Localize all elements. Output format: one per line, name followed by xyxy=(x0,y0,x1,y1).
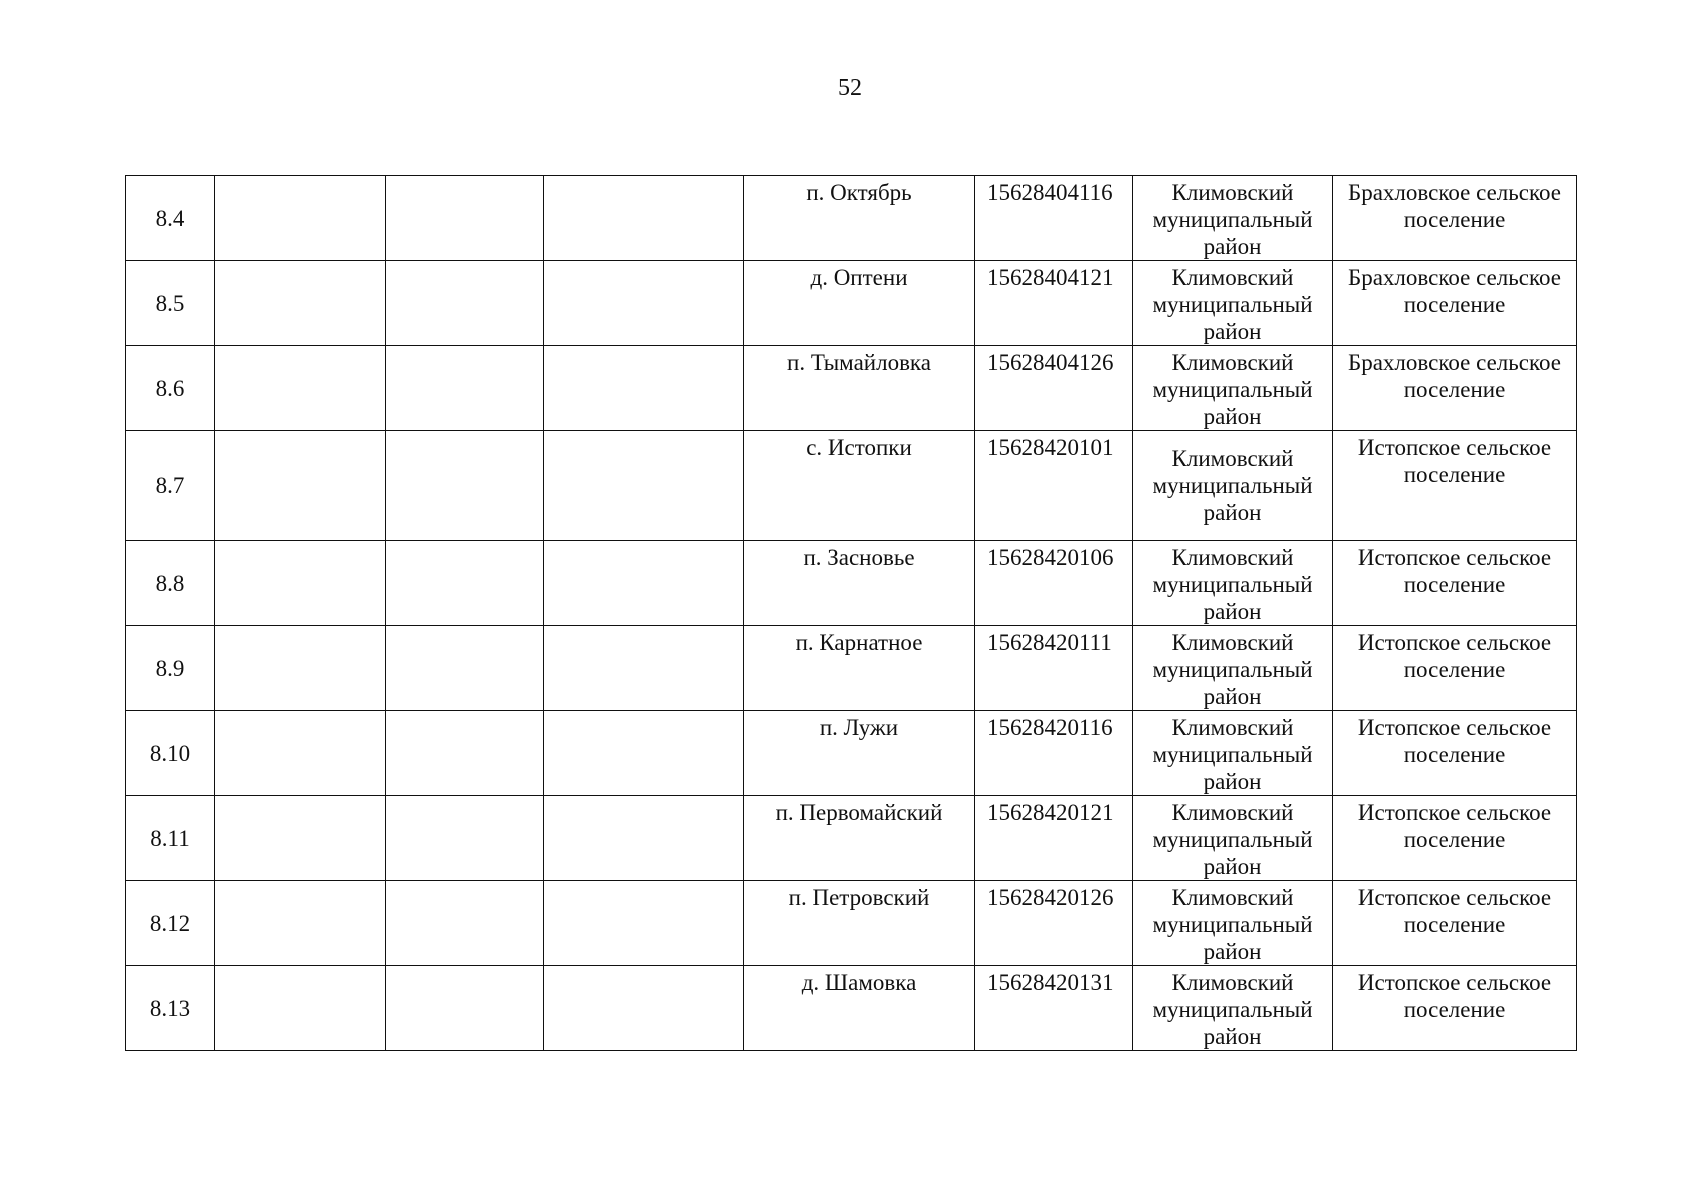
district-name: Климовский муниципальный район xyxy=(1133,431,1333,541)
municipality-name: Истопское сельское поселение xyxy=(1333,626,1577,711)
district-name: Климовский муниципальный район xyxy=(1133,966,1333,1051)
table-row xyxy=(126,711,1577,796)
row-number: 8.8 xyxy=(126,541,215,626)
empty-cell xyxy=(215,346,386,431)
settlement-name: д. Оптени xyxy=(744,261,975,346)
empty-cell xyxy=(386,176,544,261)
oktmo-code: 15628404121 xyxy=(975,261,1133,346)
empty-cell xyxy=(215,881,386,966)
row-number: 8.10 xyxy=(126,711,215,796)
empty-cell xyxy=(215,626,386,711)
oktmo-code: 15628420121 xyxy=(975,796,1133,881)
oktmo-code: 15628420126 xyxy=(975,881,1133,966)
empty-cell xyxy=(386,626,544,711)
settlements-table xyxy=(125,175,1577,1051)
row-number: 8.4 xyxy=(126,176,215,261)
oktmo-code: 15628420106 xyxy=(975,541,1133,626)
empty-cell xyxy=(544,261,744,346)
empty-cell xyxy=(544,541,744,626)
settlement-name: п. Октябрь xyxy=(744,176,975,261)
table-row xyxy=(126,626,1577,711)
row-number: 8.13 xyxy=(126,966,215,1051)
empty-cell xyxy=(386,796,544,881)
municipality-name: Истопское сельское поселение xyxy=(1333,966,1577,1051)
table-row xyxy=(126,541,1577,626)
empty-cell xyxy=(386,541,544,626)
oktmo-code: 15628420131 xyxy=(975,966,1133,1051)
empty-cell xyxy=(544,796,744,881)
settlement-name: п. Лужи xyxy=(744,711,975,796)
empty-cell xyxy=(544,881,744,966)
district-name: Климовский муниципальный район xyxy=(1133,261,1333,346)
page-number: 52 xyxy=(838,75,862,101)
empty-cell xyxy=(215,966,386,1051)
table-row xyxy=(126,346,1577,431)
district-name: Климовский муниципальный район xyxy=(1133,881,1333,966)
empty-cell xyxy=(215,176,386,261)
settlement-name: п. Петровский xyxy=(744,881,975,966)
empty-cell xyxy=(386,711,544,796)
empty-cell xyxy=(215,541,386,626)
empty-cell xyxy=(386,261,544,346)
empty-cell xyxy=(215,431,386,541)
empty-cell xyxy=(544,176,744,261)
district-name: Климовский муниципальный район xyxy=(1133,626,1333,711)
table-row xyxy=(126,796,1577,881)
district-name: Климовский муниципальный район xyxy=(1133,541,1333,626)
municipality-name: Истопское сельское поселение xyxy=(1333,431,1577,541)
row-number: 8.6 xyxy=(126,346,215,431)
empty-cell xyxy=(544,711,744,796)
oktmo-code: 15628420101 xyxy=(975,431,1133,541)
empty-cell xyxy=(544,966,744,1051)
empty-cell xyxy=(215,796,386,881)
settlement-name: п. Тымайловка xyxy=(744,346,975,431)
municipality-name: Брахловское сельское поселение xyxy=(1333,176,1577,261)
oktmo-code: 15628404126 xyxy=(975,346,1133,431)
table-row xyxy=(126,261,1577,346)
settlement-name: п. Карнатное xyxy=(744,626,975,711)
empty-cell xyxy=(544,431,744,541)
oktmo-code: 15628420116 xyxy=(975,711,1133,796)
district-name: Климовский муниципальный район xyxy=(1133,346,1333,431)
row-number: 8.5 xyxy=(126,261,215,346)
empty-cell xyxy=(215,711,386,796)
oktmo-code: 15628404116 xyxy=(975,176,1133,261)
district-name: Климовский муниципальный район xyxy=(1133,796,1333,881)
settlement-name: д. Шамовка xyxy=(744,966,975,1051)
table-row xyxy=(126,176,1577,261)
row-number: 8.11 xyxy=(126,796,215,881)
district-name: Климовский муниципальный район xyxy=(1133,711,1333,796)
table-row xyxy=(126,966,1577,1051)
municipality-name: Истопское сельское поселение xyxy=(1333,541,1577,626)
empty-cell xyxy=(215,261,386,346)
table-row xyxy=(126,431,1577,541)
municipality-name: Брахловское сельское поселение xyxy=(1333,346,1577,431)
empty-cell xyxy=(386,431,544,541)
district-name: Климовский муниципальный район xyxy=(1133,176,1333,261)
row-number: 8.12 xyxy=(126,881,215,966)
empty-cell xyxy=(386,966,544,1051)
settlement-name: с. Истопки xyxy=(744,431,975,541)
oktmo-code: 15628420111 xyxy=(975,626,1133,711)
municipality-name: Истопское сельское поселение xyxy=(1333,796,1577,881)
empty-cell xyxy=(386,346,544,431)
empty-cell xyxy=(544,626,744,711)
table-row xyxy=(126,881,1577,966)
municipality-name: Истопское сельское поселение xyxy=(1333,881,1577,966)
row-number: 8.7 xyxy=(126,431,215,541)
municipality-name: Истопское сельское поселение xyxy=(1333,711,1577,796)
municipality-name: Брахловское сельское поселение xyxy=(1333,261,1577,346)
empty-cell xyxy=(386,881,544,966)
settlement-name: п. Первомайский xyxy=(744,796,975,881)
settlement-name: п. Засновье xyxy=(744,541,975,626)
row-number: 8.9 xyxy=(126,626,215,711)
empty-cell xyxy=(544,346,744,431)
